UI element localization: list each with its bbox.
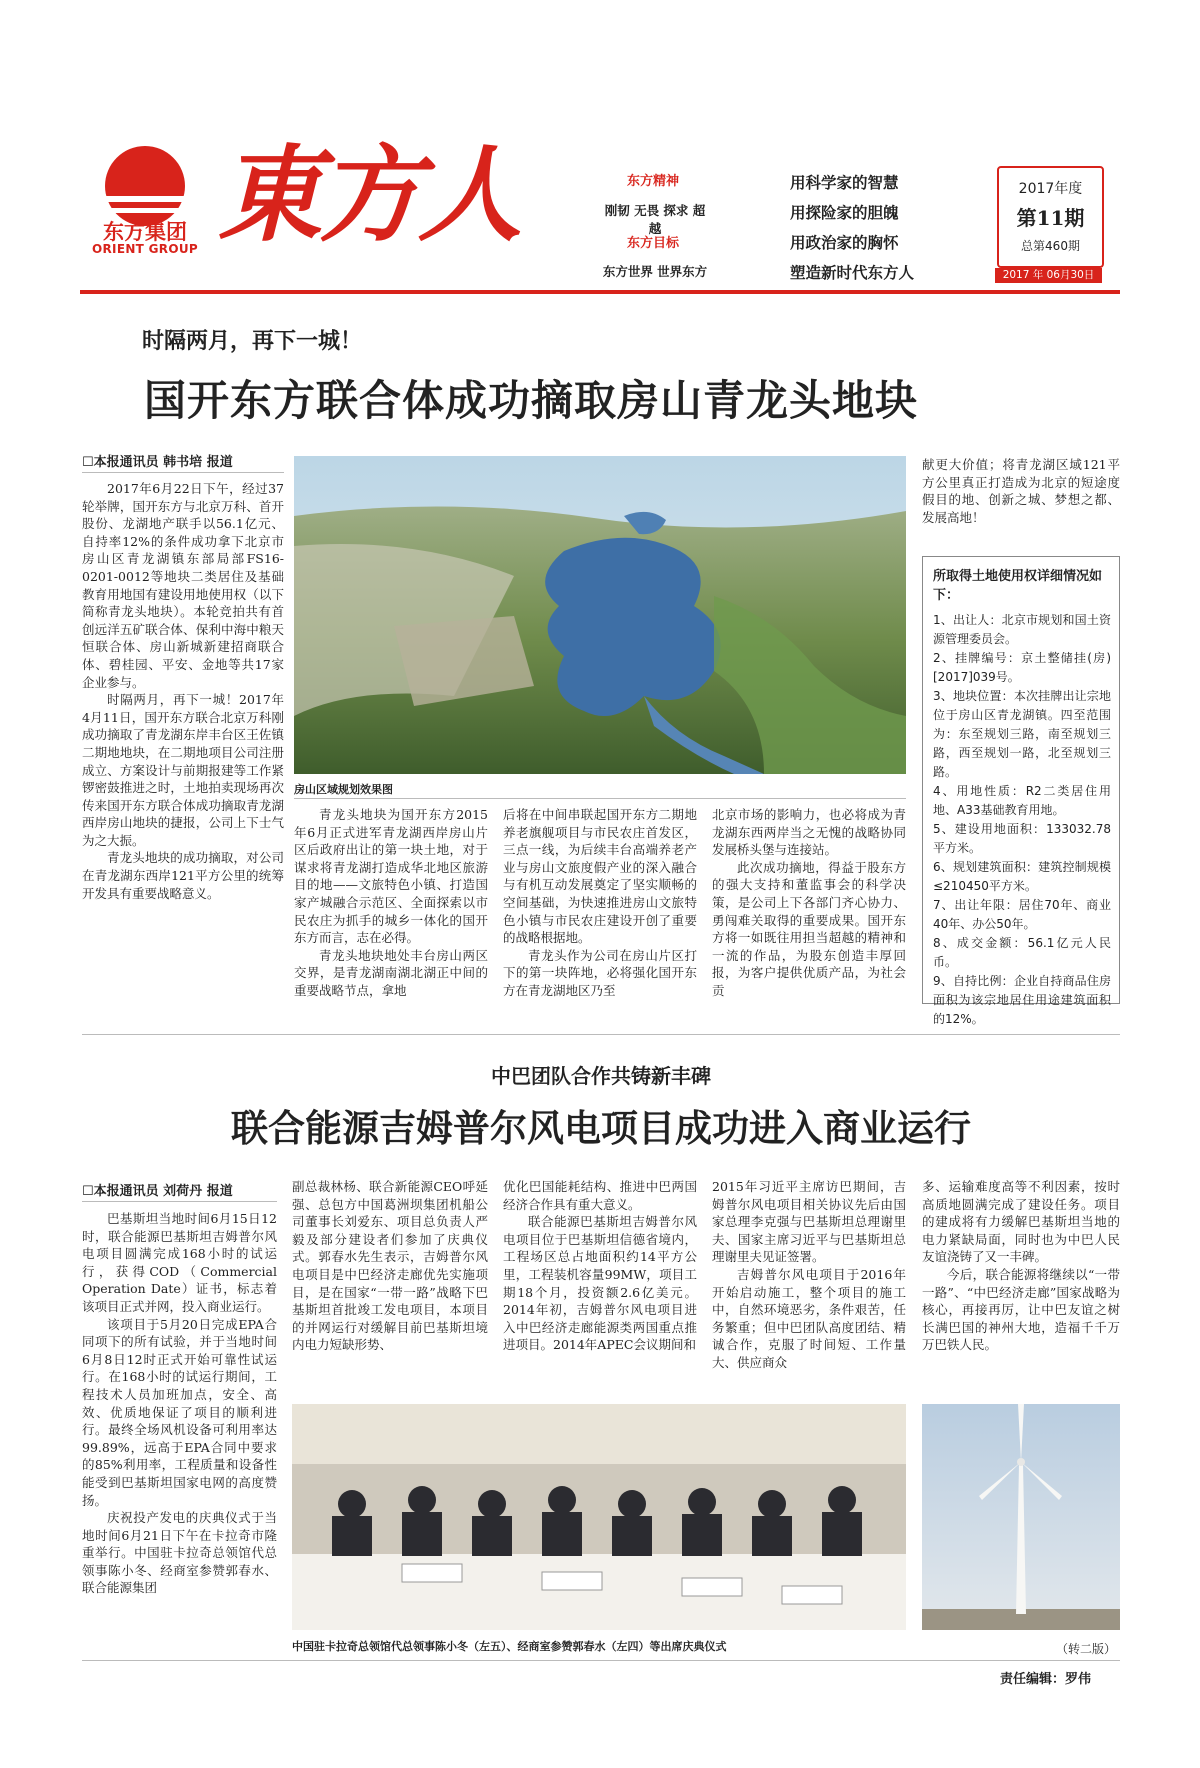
- paragraph: 优化巴国能耗结构、推进中巴两国经济合作具有重大意义。: [503, 1179, 697, 1212]
- article1-col4: [712, 806, 906, 1000]
- ceremony-photo-svg: [292, 1404, 906, 1630]
- article1-kicker: 时隔两月，再下一城！: [142, 329, 363, 354]
- paragraph: 该项目于5月20日完成EPA合同项下的所有试验，并于当地时间6月8日12时正式开始可靠性试运行。在168小时的试运行期间，工程技术人员加班加点，安全、高效、优质地保证了项目的顺利进行。最终全场风机设备可利用率达99.89%，远高于EPA合同中要求的85%利用率，工程质量和设备性能受到巴基斯坦国家电网的高度赞扬。: [82, 1316, 277, 1508]
- sidebar-item: 7、出让年限：居住70年、商业40年、办公50年。: [933, 898, 1111, 931]
- article1-col1: [82, 480, 284, 902]
- land-details-sidebar: [922, 556, 1120, 1026]
- byline-rule: [82, 1201, 277, 1202]
- group-name-cn: 东方集团: [103, 220, 187, 244]
- issue-total: 总第460期: [1021, 239, 1080, 253]
- sidebar-item: 5、建设用地面积：133032.78平方米。: [933, 822, 1111, 855]
- paragraph: 多、运输难度高等不利因素，按时高质地圆满完成了建设任务。项目的建成将有力缓解巴基斯坦当地的电力紧缺局面，同时也为中巴人民友谊浇铸了又一丰碑。: [922, 1179, 1120, 1265]
- aerial-render-svg: [294, 456, 906, 774]
- motto-line: 用政治家的胸怀: [790, 234, 899, 252]
- paragraph: 2015年习近平主席访巴期间，吉姆普尔风电项目相关协议先后由国家总理李克强与巴基斯坦总理谢里夫、国家主席习近平与巴基斯坦总理谢里夫见证签署。: [712, 1179, 906, 1265]
- photo-caption: 中国驻卡拉奇总领馆代总领事陈小冬（左五）、经商室参赞郭春水（左四）等出席庆典仪式: [292, 1640, 727, 1653]
- paragraph: 副总裁林杨、联合新能源CEO呼延强、总包方中国葛洲坝集团机船公司董事长刘爱东、项目总负责人严毅及部分建设者们参加了庆典仪式。郭春水先生表示，吉姆普尔风电项目是中巴经济走廊优先实施项目，是在国家“一带一路”战略下巴基斯坦首批竣工发电项目，本项目的并网运行对缓解目前巴基斯坦境内电力短缺形势、: [292, 1179, 488, 1353]
- image-caption: 房山区域规划效果图: [294, 783, 393, 796]
- paper-title: 東方人: [218, 133, 519, 256]
- article2-headline: 联合能源吉姆普尔风电项目成功进入商业运行: [231, 1106, 971, 1150]
- sidebar-item: 1、出让人：北京市规划和国土资源管理委员会。: [933, 613, 1111, 646]
- motto-line: 用探险家的胆魄: [790, 204, 899, 222]
- article2-col4: [712, 1178, 906, 1372]
- article2-col3: [503, 1178, 697, 1354]
- motto-line: 用科学家的智慧: [790, 174, 899, 192]
- paragraph: 青龙头地块的成功摘取，对公司在青龙湖东西岸121平方公里的统筹开发具有重要战略意义。: [82, 850, 284, 901]
- paragraph: 时隔两月，再下一城！2017年4月11日，国开东方联合北京万科刚成功摘取了青龙湖东岸丰台区王佐镇二期地地块，在二期地项目公司注册成立、方案设计与前期报建等工作紧锣密鼓推进之时，土地拍卖现场再次传来国开东方联合体成功摘取青龙湖西岸房山地块的捷报，公司上下士气为之大振。: [82, 692, 284, 848]
- byline-rule: [82, 472, 284, 473]
- issue-year: 2017年度: [1018, 181, 1083, 197]
- logo-stripe: [100, 196, 190, 202]
- paragraph: 北京市场的影响力，也必将成为青龙湖东西两岸当之无愧的战略协同发展桥头堡与连接站。: [712, 807, 906, 858]
- motto-line: 塑造新时代东方人: [790, 264, 915, 282]
- footer-rule: [82, 1660, 1120, 1661]
- article2-col2: [292, 1178, 488, 1354]
- wind-turbine-svg: [922, 1404, 1120, 1630]
- paragraph: 巴基斯坦当地时间6月15日12时，联合能源巴基斯坦吉姆普尔风电项目圆满完成168小时的试运行，获得COD（Commercial Operation Date）证书，标志着该项目正式并网，投入商业运行。: [82, 1211, 277, 1314]
- article2-col5: [922, 1178, 1120, 1354]
- issue-number: 第11期: [1016, 206, 1085, 230]
- sidebar-title: 所取得土地使用权详细情况如下：: [933, 569, 1103, 603]
- paragraph: 献更大价值；将青龙湖区域121平方公里真正打造成为北京的短途度假目的地、创新之城、梦想之都、发展高地！: [922, 457, 1120, 525]
- paragraph: 后将在中间串联起国开东方二期地养老旗舰项目与市民农庄首发区，三点一线，为后续丰台高端养老产业与房山文旅度假产业的深入融合与有机互动发展奠定了坚实顺畅的空间基础，为快速推进房山文旅特色小镇与市民农庄建设开创了重要的战略根据地。: [503, 807, 697, 946]
- paragraph: 吉姆普尔风电项目于2016年开始启动施工，整个项目的施工中，自然环境恶劣，条件艰苦，任务繁重；但中巴团队高度团结、精诚合作，克服了时间短、工作量大、供应商众: [712, 1266, 906, 1370]
- spirit-label: 东方精神: [626, 174, 679, 189]
- paragraph: 青龙头地块地处丰台房山两区交界，是青龙湖南湖北湖正中间的重要战略节点，拿地: [294, 947, 488, 998]
- issue-date: 2017 年 06月30日: [995, 268, 1102, 283]
- paragraph: 此次成功摘地，得益于股东方的强大支持和董监事会的科学决策，是公司上下各部门齐心协力、勇闯难关取得的重要成果。国开东方将一如既往用担当超越的精神和一流的作品，为股东创造丰厚回报，为客户提供优质产品，为社会贡: [712, 859, 906, 998]
- article2-kicker: 中巴团队合作共铸新丰碑: [491, 1064, 711, 1088]
- wind-turbine-photo: [922, 1404, 1120, 1630]
- sidebar-item: 2、挂牌编号：京土整储挂(房)[2017]039号。: [933, 651, 1111, 684]
- sidebar-item: 6、规划建筑面积：建筑控制规模≤210450平方米。: [933, 860, 1111, 893]
- paragraph: 2017年6月22日下午，经过37轮举牌，国开东方与北京万科、首开股份、龙湖地产联手以56.1亿元、自持率12%的条件成功拿下北京市房山区青龙湖镇东部局部FS16-0201-0012等地块二类居住及基础教育用地国有建设用地使用权（以下简称青龙头地块）。本轮竞拍共有首创远洋五矿联合体、保利中海中粮天恒联合体、房山新城新建招商联合体、碧桂园、平安、金地等共17家企业参与。: [82, 481, 284, 690]
- editor-credit: 责任编辑：罗伟: [1000, 1672, 1092, 1687]
- paragraph: 今后，联合能源将继续以“一带一路”、“中巴经济走廊”国家战略为核心，再接再厉，让中巴友谊之树长满巴国的神州大地，造福千千万万巴铁人民。: [922, 1266, 1120, 1353]
- spirit-text: 刚韧 无畏 探求 超越: [604, 203, 706, 236]
- paragraph: 青龙头地块为国开东方2015年6月正式进军青龙湖西岸房山片区后政府出让的第一块土地，对于谋求将青龙湖打造成华北地区旅游目的地——文旅特色小镇、打造国家产城融合示范区、全面探索以市民农庄为抓手的城乡一体化的国开东方而言，志在必得。: [294, 807, 488, 946]
- paragraph: 联合能源巴基斯坦吉姆普尔风电项目位于巴基斯坦信德省境内，工程场区总占地面积约14平方公里，工程装机容量99MW，项目工期18个月，投资额2.6亿美元。2014年初，吉姆普尔风电项目进入中巴经济走廊能源类两国重点推进项目。2014年APEC会议期间和: [503, 1214, 697, 1353]
- sidebar-item: 8、成交金额：56.1亿元人民币。: [933, 936, 1111, 969]
- paragraph: 青龙头作为公司在房山片区打下的第一块阵地，必将强化国开东方在青龙湖地区乃至: [503, 947, 697, 998]
- article2-byline: ☐本报通讯员 刘荷丹 报道: [82, 1184, 233, 1199]
- motto-block: [790, 168, 914, 288]
- article1-col2: [294, 806, 488, 1000]
- goal-label: 东方目标: [626, 236, 679, 251]
- sidebar-item: 9、自持比例：企业自持商品住房面积为该宗地居住用途建筑面积的12%。: [933, 974, 1111, 1026]
- ceremony-photo: [292, 1404, 906, 1630]
- aerial-planning-render: [294, 456, 906, 774]
- article2-col1: [82, 1210, 277, 1597]
- sidebar-item: 4、用地性质：R2二类居住用地、A33基础教育用地。: [933, 784, 1111, 817]
- logo-stripe: [100, 208, 190, 213]
- sidebar-item: 3、地块位置：本次挂牌出让宗地位于房山区青龙湖镇。四至范围为：东至规划三路，南至规划三路，西至规划一路，北至规划三路。: [933, 689, 1111, 779]
- section-divider: [82, 1034, 1120, 1035]
- masthead-rule: [80, 290, 1120, 294]
- goal-text: 东方世界 世界东方: [602, 264, 708, 279]
- sidebar-list: [933, 611, 1111, 1029]
- article1-col5: [922, 456, 1120, 526]
- continued-note: （转二版）: [1056, 1642, 1117, 1656]
- article1-byline: ☐本报通讯员 韩书培 报道: [82, 455, 233, 470]
- caption-rule: [294, 798, 906, 799]
- orient-group-logo-sun: [105, 146, 185, 226]
- paragraph: 庆祝投产发电的庆典仪式于当地时间6月21日下午在卡拉奇市隆重举行。中国驻卡拉奇总领馆代总领事陈小冬、经商室参赞郭春水、联合能源集团: [82, 1510, 277, 1596]
- article1-col3: [503, 806, 697, 1000]
- article1-headline: 国开东方联合体成功摘取房山青龙头地块: [144, 376, 919, 425]
- issue-box: [997, 166, 1104, 268]
- group-name-en: ORIENT GROUP: [92, 242, 198, 256]
